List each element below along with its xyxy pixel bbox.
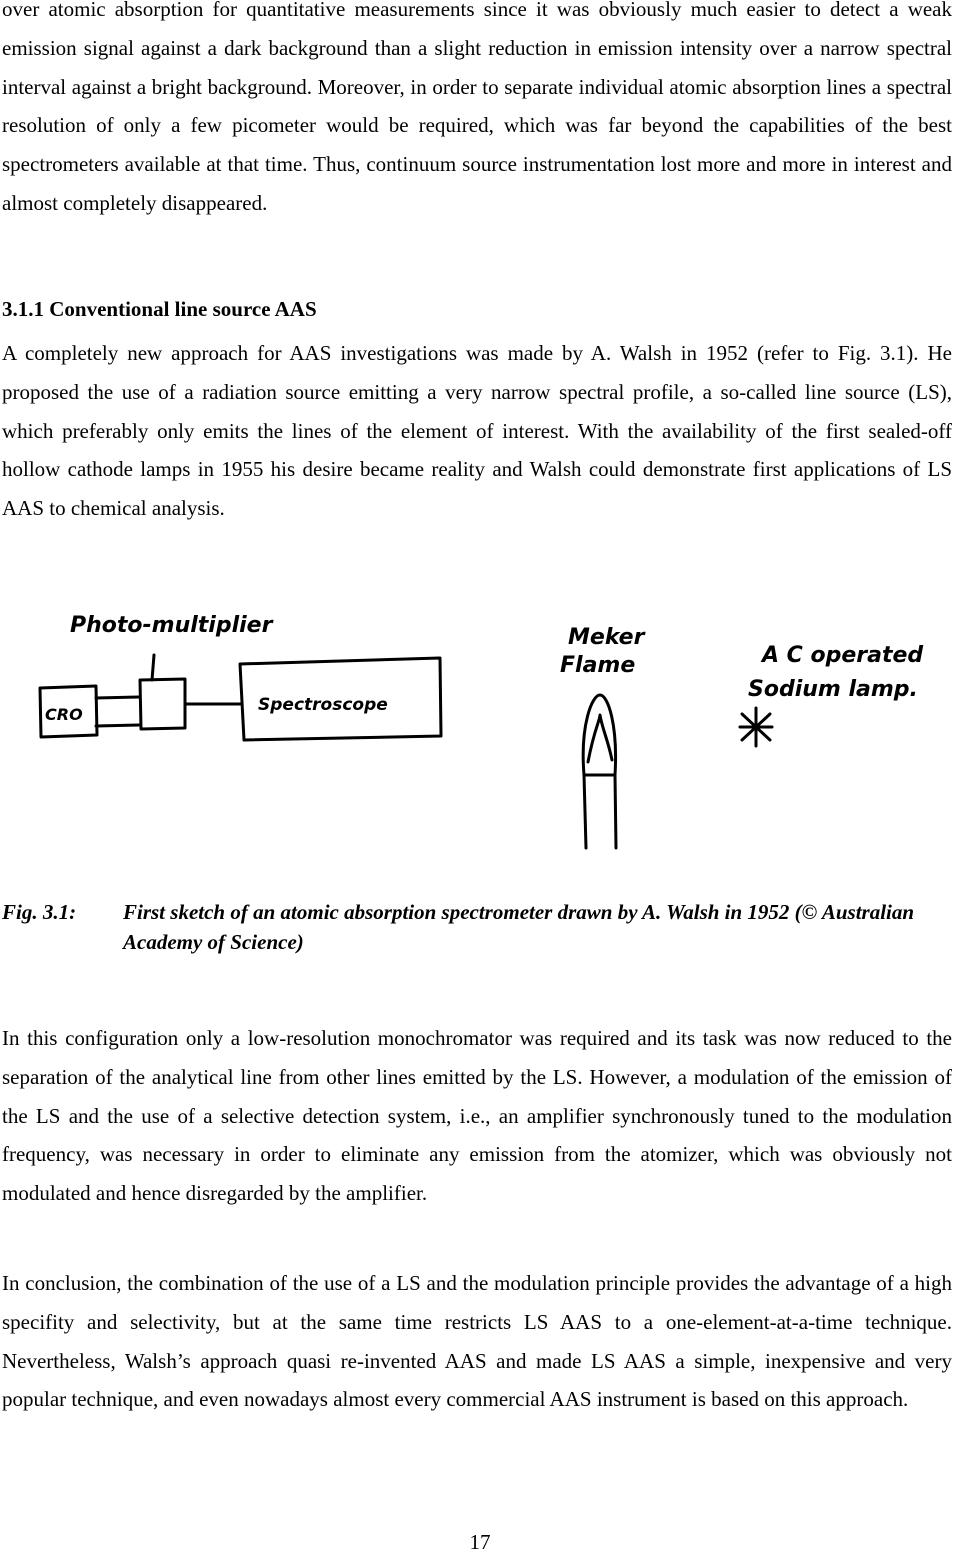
paragraph-line-source-intro: A completely new approach for AAS investigations was made by A. Walsh in 1952 (refer to Fig. 3.1). He proposed the use of a radiation source emitting a very narrow spectral profile, a so-called line source (LS), which preferably only emits the lines of the element of interest. With the availability of the first sealed-off hollow cathode lamps in 1955 his desire became reality and Walsh could demonstrate first applications of LS AAS to chemical analysis. <box>2 341 952 521</box>
caption-label: Fig. 3.1: <box>2 900 77 924</box>
section-heading: 3.1.1 Conventional line source AAS <box>2 297 317 321</box>
label-meker-flame-line2: Flame <box>560 653 636 678</box>
label-meker-flame <box>560 625 652 678</box>
page-number: 17 <box>469 1530 491 1554</box>
flame-inner <box>588 715 612 762</box>
burner-tube <box>584 775 616 848</box>
cro-connector <box>96 697 140 726</box>
paragraph-continuation: over atomic absorption for quantitative measurements since it was obviously much easier to detect a weak emission signal against a dark background than a slight reduction in emission intensity over a narrow spectral interval against a bright background. Moreover, in order to separate individual atomic absorption lines a spectral resolution of only a few picometer would be required, which was far beyond the capabilities of the best spectrometers available at that time. Thus, continuum source instrumentation lost more and more in interest and almost completely disappeared. <box>2 0 952 215</box>
photomultiplier-box <box>140 679 185 729</box>
label-photomultiplier: Photo-multiplier <box>70 613 273 638</box>
paragraph-configuration: In this configuration only a low-resolution monochromator was required and its task was now reduced to the separation of the analytical line from other lines emitted by the LS. However, a modulation of the emission of the LS and the use of a selective detection system, i.e., an amplifier synchronously tuned to the modulation frequency, was necessary in order to eliminate any emission from the atomizer, which was obviously not modulated and hence disregarded by the amplifier. <box>2 1026 952 1206</box>
walsh-hand-sketch <box>0 600 960 855</box>
sodium-lamp-star <box>740 708 772 746</box>
caption-text: First sketch of an atomic absorption spectrometer drawn by A. Walsh in 1952 (© Australian Academy of Science) <box>123 900 915 954</box>
label-lamp-line1: A C operated <box>762 643 924 668</box>
label-lamp <box>748 643 931 702</box>
photomultiplier-pointer <box>152 655 154 680</box>
label-lamp-line2: Sodium lamp. <box>748 677 918 702</box>
label-spectroscope: Spectroscope <box>258 695 388 715</box>
label-cro: CRO <box>45 705 83 724</box>
walsh-sketch-figure <box>0 600 960 855</box>
paragraph-conclusion: In conclusion, the combination of the use of a LS and the modulation principle provides the advantage of a high specifity and selectivity, but at the same time restricts LS AAS to a one-element-at-a-time technique. Nevertheless, Walsh’s approach quasi re-invented AAS and made LS AAS a simple, inexpensive and very popular technique, and even nowadays almost every commercial AAS instrument is based on this approach. <box>2 1271 952 1412</box>
label-meker-flame-line1: Meker <box>568 625 645 650</box>
